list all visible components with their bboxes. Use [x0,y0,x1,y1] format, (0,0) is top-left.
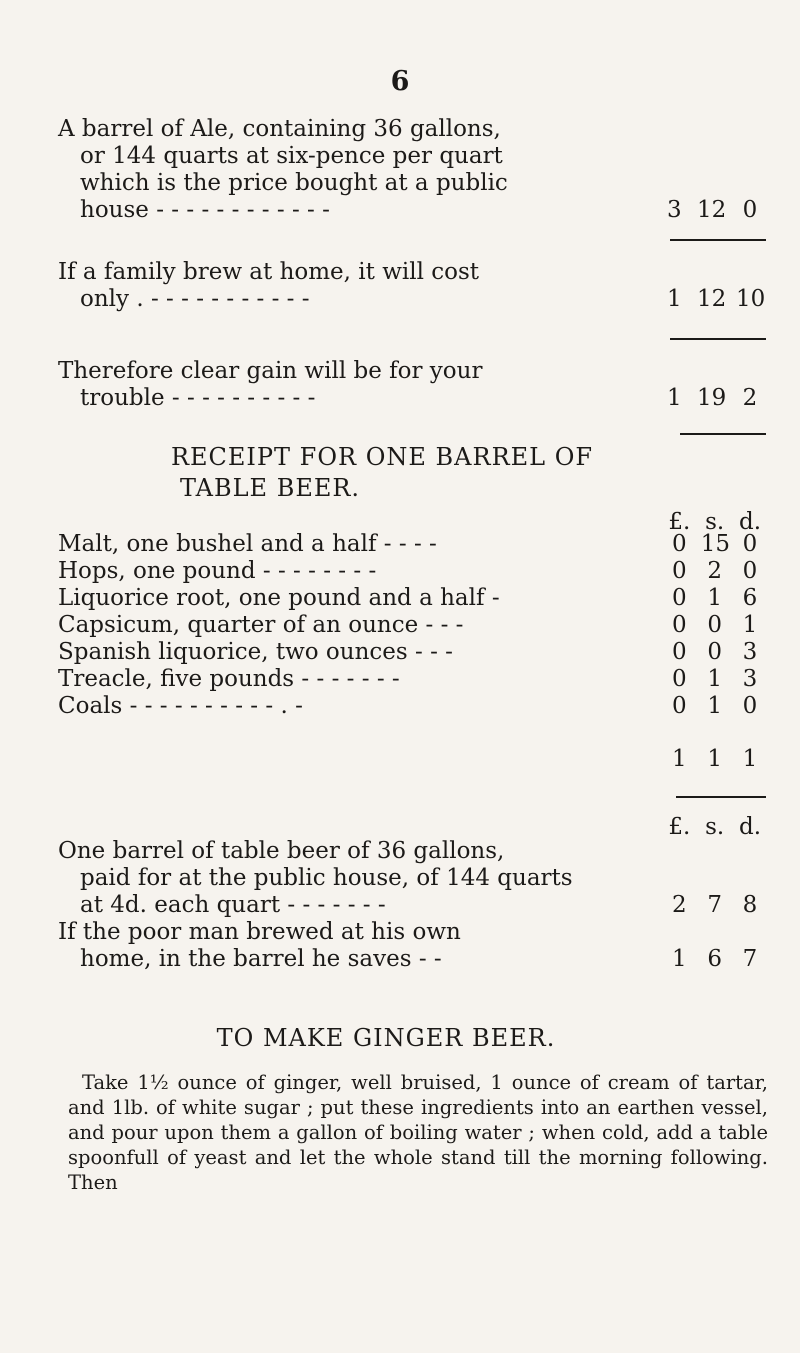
receipt-pounds: 0 [672,612,687,638]
ginger-beer-heading: TO MAKE GINGER BEER. [216,1024,556,1052]
home-rule [670,338,766,340]
receipt-item-label: Treacle, five pounds - - - - - - - [58,666,400,692]
saving-shillings: 6 [707,946,722,972]
receipt-column-headers [58,509,768,535]
receipt-pence: 0 [742,531,758,557]
receipt-pounds: 0 [672,531,687,557]
receipt-row-malt [58,531,768,558]
receipt-item-label: Malt, one bushel and a half - - - - [58,531,437,557]
comparison-text: at 4d. each quart - - - - - - - [80,892,386,918]
receipt-total-rule [676,796,766,798]
receipt-shillings: 1 [707,585,722,611]
receipt-row-coals [58,693,768,720]
receipt-pence: 1 [742,612,758,638]
comparison-saving-line-2 [58,946,768,973]
receipt-total-shillings: 1 [707,746,722,772]
ale-pence: 0 [742,197,758,223]
ale-rule [670,239,766,241]
home-pounds: 1 [667,286,682,312]
ale-cost-block [58,116,768,224]
ginger-beer-text: Take 1½ ounce of ginger, well bruised, 1 ounce of cream of tartar, and 1lb. of white sugar ; put these ingredients into an earthen vessel, and pour upon them a gallon of boiling water ; when cold, add a table spoonfull of yeast and let the whole stand till the morning following. Then [68,1071,768,1194]
gain-shillings: 19 [697,385,727,411]
ale-line-2: or 144 quarts at six-pence per quart [80,143,503,169]
comparison-header-pence: d. [738,814,762,840]
col-header-pence: d. [738,509,762,535]
gain-line-2: trouble - - - - - - - - - - [80,385,316,411]
ale-line-3: which is the price bought at a public [80,170,508,196]
receipt-pounds: 0 [672,585,687,611]
receipt-shillings: 2 [707,558,722,584]
ale-shillings: 12 [697,197,727,223]
gain-rule [680,433,766,435]
receipt-pounds: 0 [672,558,687,584]
comparison-saving-line-1 [58,919,768,946]
receipt-pence: 3 [742,639,758,665]
gain-block [58,358,768,412]
public-shillings: 7 [707,892,722,918]
comparison-header-pounds: £. [668,814,691,840]
comparison-text: paid for at the public house, of 144 quarts [80,865,573,891]
public-pounds: 2 [672,892,687,918]
col-header-pounds: £. [668,509,691,535]
receipt-pence: 0 [742,558,758,584]
comparison-public-line-2 [58,865,768,892]
receipt-pounds: 0 [672,639,687,665]
receipt-pence: 6 [742,585,758,611]
receipt-pounds: 0 [672,666,687,692]
comparison-text: One barrel of table beer of 36 gallons, [58,838,505,864]
comparison-header-shillings: s. [705,814,725,840]
receipt-row-treacle [58,666,768,693]
receipt-row-hops [58,558,768,585]
ale-amount [661,197,764,224]
home-shillings: 12 [697,286,727,312]
home-line-2: only . - - - - - - - - - - - [80,286,310,312]
receipt-item-label: Capsicum, quarter of an ounce - - - [58,612,464,638]
gain-amount [661,385,764,412]
receipt-shillings: 1 [707,666,722,692]
receipt-heading-line-1: RECEIPT FOR ONE BARREL OF [170,443,594,471]
receipt-table [58,509,768,773]
gain-pence: 2 [742,385,758,411]
home-line-1: If a family brew at home, it will cost [58,259,480,285]
comparison-column-headers [58,814,768,838]
ale-line-4: house - - - - - - - - - - - - [80,197,330,223]
receipt-row-capsicum [58,612,768,639]
comparison-text: If the poor man brewed at his own [58,919,461,945]
receipt-pounds: 0 [672,693,687,719]
receipt-pence: 0 [742,693,758,719]
gain-pounds: 1 [667,385,682,411]
home-cost-block [58,259,768,313]
home-amount [661,286,764,313]
receipt-shillings: 15 [700,531,730,557]
receipt-pence: 3 [742,666,758,692]
receipt-item-label: Hops, one pound - - - - - - - - [58,558,377,584]
receipt-shillings: 1 [707,693,722,719]
comparison-block [58,814,768,973]
saving-pence: 7 [742,946,758,972]
ale-line-1: A barrel of Ale, containing 36 gallons, [58,116,501,142]
gain-line-1: Therefore clear gain will be for your [58,358,483,384]
comparison-public-line-3 [58,892,768,919]
receipt-item-label: Coals - - - - - - - - - - . - [58,693,303,719]
receipt-total-pounds: 1 [672,746,687,772]
receipt-row-liquorice-root [58,585,768,612]
home-pence: 10 [736,286,766,312]
saving-pounds: 1 [672,946,687,972]
ginger-beer-recipe [68,1070,768,1195]
ale-pounds: 3 [667,197,682,223]
receipt-row-spanish-liquorice [58,639,768,666]
page-number: 6 [390,66,410,97]
receipt-shillings: 0 [707,612,722,638]
receipt-total-pence: 1 [742,746,758,772]
receipt-item-label: Spanish liquorice, two ounces - - - [58,639,453,665]
public-pence: 8 [742,892,758,918]
comparison-text: home, in the barrel he saves - - [80,946,442,972]
receipt-item-label: Liquorice root, one pound and a half - [58,585,500,611]
receipt-shillings: 0 [707,639,722,665]
receipt-total-row [58,746,768,773]
receipt-heading-line-2: TABLE BEER. [179,474,361,502]
comparison-public-line-1 [58,838,768,865]
col-header-shillings: s. [705,509,725,535]
